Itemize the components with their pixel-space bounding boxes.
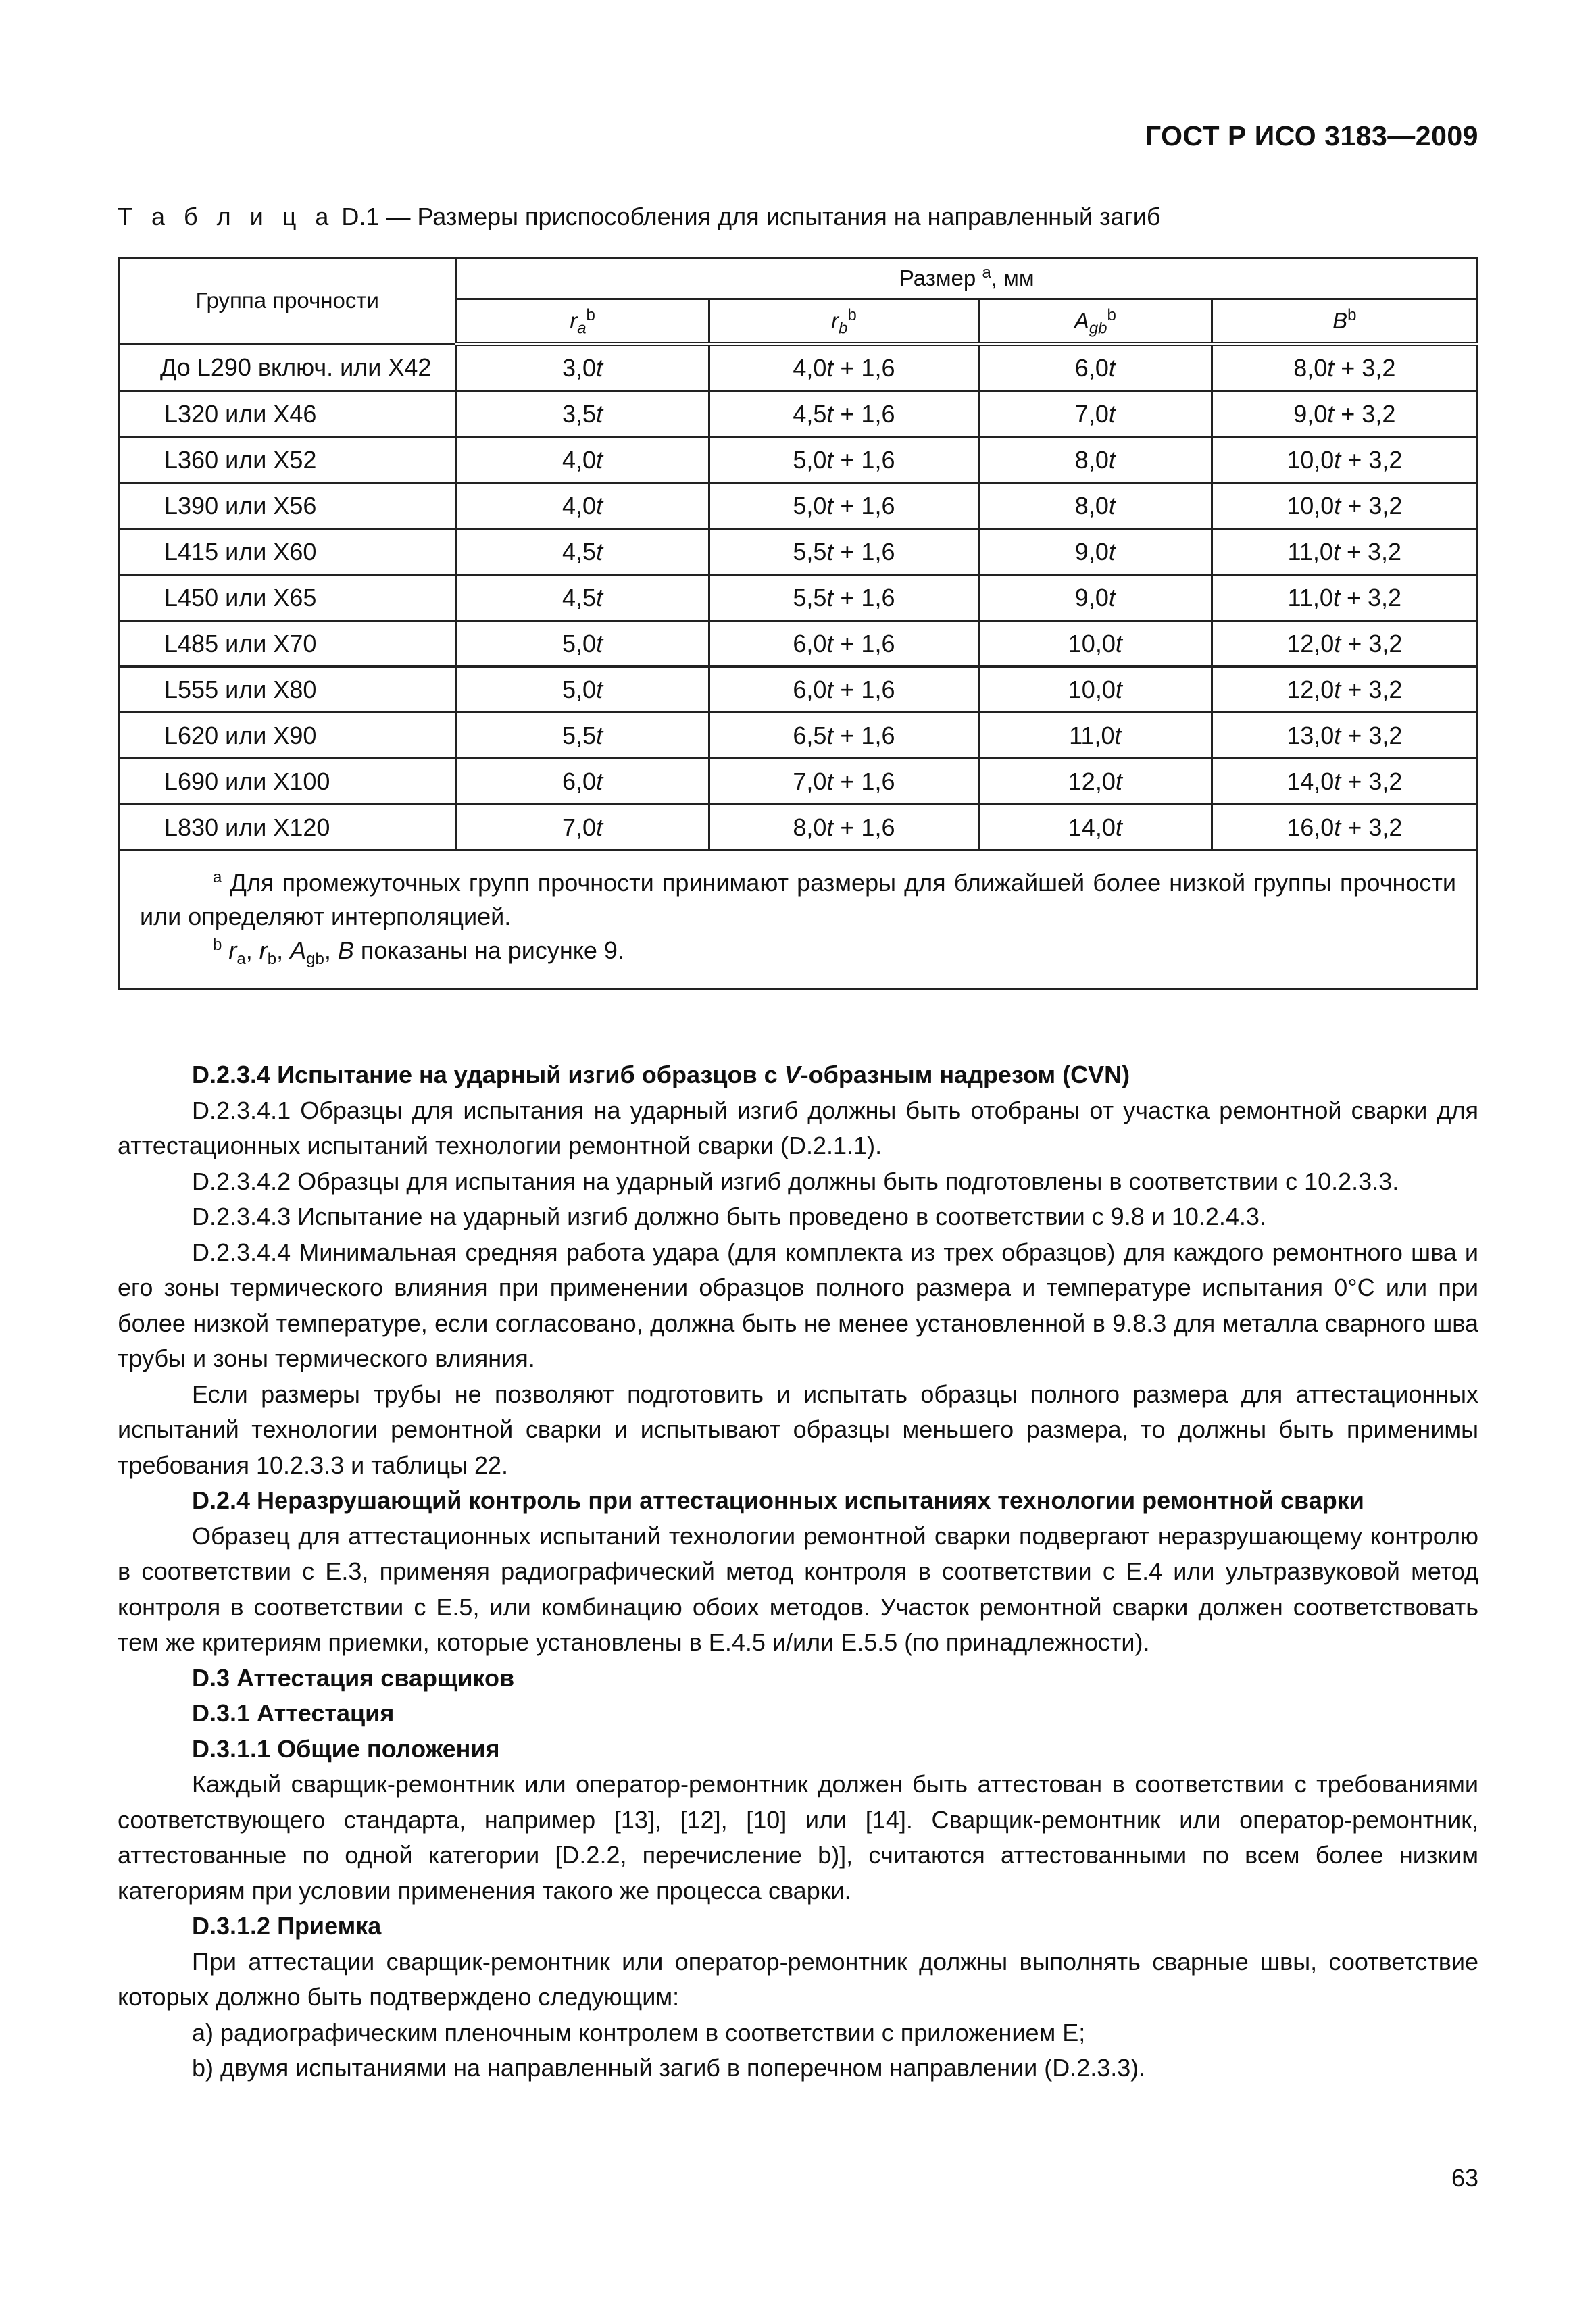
table-row: [119, 575, 1478, 621]
cell-rb: 6,0t + 1,6: [709, 621, 978, 667]
cell-b: 13,0t + 3,2: [1212, 713, 1477, 759]
table-caption-title: D.1 — Размеры приспособления для испытания на направленный загиб: [341, 203, 1161, 230]
cell-agb: 14,0t: [979, 805, 1212, 851]
cell-ra: 4,0t: [456, 437, 709, 483]
header-agb: $A_{gb}^b$: [979, 299, 1212, 345]
page-number: 63: [1451, 2164, 1478, 2192]
heading-d31: D.3.1 Аттестация: [192, 1699, 395, 1727]
cell-rb: 5,0t + 1,6: [709, 483, 978, 529]
cell-b: 11,0t + 3,2: [1212, 575, 1477, 621]
cell-b: 10,0t + 3,2: [1212, 483, 1477, 529]
table-caption: [118, 203, 1161, 231]
cell-ra: 4,0t: [456, 483, 709, 529]
cell-agb: 8,0t: [979, 483, 1212, 529]
table-row: [119, 437, 1478, 483]
table-row: [119, 667, 1478, 713]
table-row: [119, 759, 1478, 805]
table-row: [119, 713, 1478, 759]
cell-agb: 10,0t: [979, 621, 1212, 667]
header-size: [456, 258, 1478, 299]
cell-ra: 5,5t: [456, 713, 709, 759]
cell-strength-group: L360 или X52: [119, 437, 456, 483]
cell-rb: 6,5t + 1,6: [709, 713, 978, 759]
table-row: [119, 391, 1478, 437]
document-standard-number: ГОСТ Р ИСО 3183—2009: [1145, 120, 1478, 151]
list-item-a: а) радиографическим пленочным контролем в соответствии с приложением Е;: [192, 2018, 1086, 2046]
cell-b: 14,0t + 3,2: [1212, 759, 1477, 805]
cell-agb: 8,0t: [979, 437, 1212, 483]
table-notes: [119, 851, 1478, 989]
header-strength-group: Группа прочности: [119, 258, 456, 345]
cell-b: 11,0t + 3,2: [1212, 529, 1477, 575]
table-row: [119, 344, 1478, 391]
header-b: $B^b$: [1212, 299, 1477, 345]
cell-strength-group: L620 или X90: [119, 713, 456, 759]
heading-d312: D.3.1.2 Приемка: [192, 1912, 382, 1940]
cell-b: 8,0t + 3,2: [1212, 344, 1477, 391]
cell-rb: 5,5t + 1,6: [709, 529, 978, 575]
cell-strength-group: L555 или X80: [119, 667, 456, 713]
cell-ra: 4,5t: [456, 529, 709, 575]
cell-b: 9,0t + 3,2: [1212, 391, 1477, 437]
cell-rb: 8,0t + 1,6: [709, 805, 978, 851]
cell-rb: 4,0t + 1,6: [709, 344, 978, 391]
cell-rb: 6,0t + 1,6: [709, 667, 978, 713]
cell-agb: 12,0t: [979, 759, 1212, 805]
cell-strength-group: L320 или X46: [119, 391, 456, 437]
header-size-footnote-mark: a: [982, 263, 991, 282]
cell-agb: 11,0t: [979, 713, 1212, 759]
cell-agb: 9,0t: [979, 529, 1212, 575]
note-a: $^a$ Для промежуточных групп прочности принимают размеры для ближайшей более низкой группы прочности или определяют интерполяцией.: [140, 868, 1456, 930]
paragraph-d311: Каждый сварщик-ремонтник или оператор-ремонтник должен быть аттестован в соответствии с требованиями соответствующего стандарта, например [13], [12], [10] или [14]. Сварщик-ремонтник или оператор-ремонтник, аттестованные по одной категории [D.2.2, перечисление b)], считаются аттестованными по всем более низким категориям при условии применения такого же процесса сварки.: [118, 1770, 1478, 1905]
paragraph-d2341: D.2.3.4.1 Образцы для испытания на ударный изгиб должны быть отобраны от участка ремонтной сварки для аттестационных испытаний технологии ремонтной сварки (D.2.1.1).: [118, 1096, 1478, 1159]
paragraph-d2342: D.2.3.4.2 Образцы для испытания на ударный изгиб должны быть подготовлены в соответствии с 10.2.3.3.: [192, 1167, 1399, 1195]
paragraph-reduced-size: Если размеры трубы не позволяют подготовить и испытать образцы полного размера для аттестационных испытаний технологии ремонтной сварки и испытывают образцы меньшего размера, то должны быть применимы требования 10.2.3.3 и таблицы 22.: [118, 1380, 1478, 1479]
cell-agb: 9,0t: [979, 575, 1212, 621]
header-ra: $r_a^b$: [456, 299, 709, 345]
table-row: [119, 483, 1478, 529]
heading-d311: D.3.1.1 Общие положения: [192, 1734, 500, 1763]
cell-strength-group: До L290 включ. или X42: [119, 344, 456, 391]
cell-strength-group: L450 или X65: [119, 575, 456, 621]
cell-rb: 5,0t + 1,6: [709, 437, 978, 483]
cell-strength-group: L690 или X100: [119, 759, 456, 805]
cell-agb: 7,0t: [979, 391, 1212, 437]
cell-agb: 6,0t: [979, 344, 1212, 391]
paragraph-d312: При аттестации сварщик-ремонтник или оператор-ремонтник должны выполнять сварные швы, соответствие которых должно быть подтверждено следующим:: [118, 1947, 1478, 2011]
cell-rb: 5,5t + 1,6: [709, 575, 978, 621]
cell-ra: 5,0t: [456, 667, 709, 713]
cell-b: 10,0t + 3,2: [1212, 437, 1477, 483]
paragraph-d2344: D.2.3.4.4 Минимальная средняя работа удара (для комплекта из трех образцов) для каждого ремонтного шва и его зоны термического влияния при применении образцов полного размера и температуре испытания 0°С или при более низкой температуре, если согласовано, должна быть не менее установленной в 9.8.3 для металла сварного шва трубы и зоны термического влияния.: [118, 1238, 1478, 1372]
cell-ra: 5,0t: [456, 621, 709, 667]
cell-ra: 6,0t: [456, 759, 709, 805]
cell-b: 12,0t + 3,2: [1212, 667, 1477, 713]
heading-d3: D.3 Аттестация сварщиков: [192, 1663, 515, 1692]
table-caption-label: Т а б л и ц а: [118, 203, 335, 230]
header-rb: $r_b^b$: [709, 299, 978, 345]
note-b: $^b$ $r_a$, $r_b$, $A_{gb}$, B показаны на рисунке 9.: [213, 936, 624, 969]
cell-ra: 3,0t: [456, 344, 709, 391]
table-row: [119, 529, 1478, 575]
header-size-unit: , мм: [991, 266, 1034, 291]
table-row: [119, 621, 1478, 667]
table-row: [119, 805, 1478, 851]
body-text: [118, 1057, 1478, 2086]
bend-test-jig-dimensions-table: [118, 257, 1478, 990]
cell-strength-group: L415 или X60: [119, 529, 456, 575]
paragraph-d2343: D.2.3.4.3 Испытание на ударный изгиб должно быть проведено в соответствии с 9.8 и 10.2.4.3.: [192, 1203, 1266, 1230]
cell-strength-group: L830 или X120: [119, 805, 456, 851]
cell-agb: 10,0t: [979, 667, 1212, 713]
header-size-label: Размер: [899, 266, 982, 291]
heading-d24: D.2.4 Неразрушающий контроль при аттестационных испытаниях технологии ремонтной сварки: [192, 1486, 1364, 1514]
cell-ra: 3,5t: [456, 391, 709, 437]
cell-rb: 4,5t + 1,6: [709, 391, 978, 437]
cell-ra: 7,0t: [456, 805, 709, 851]
paragraph-d24: Образец для аттестационных испытаний технологии ремонтной сварки подвергают неразрушающему контролю в соответствии с Е.3, применяя радиографический метод контроля в соответствии с Е.4 или ультразвуковой метод контроля в соответствии с Е.5, или комбинацию обоих методов. Участок ремонтной сварки должен соответствовать тем же критериям приемки, которые установлены в Е.4.5 и/или Е.5.5 (по принадлежности).: [118, 1521, 1478, 1656]
cell-strength-group: L485 или X70: [119, 621, 456, 667]
cell-b: 12,0t + 3,2: [1212, 621, 1477, 667]
list-item-b: b) двумя испытаниями на направленный загиб в поперечном направлении (D.2.3.3).: [192, 2054, 1146, 2082]
cell-ra: 4,5t: [456, 575, 709, 621]
cell-strength-group: L390 или X56: [119, 483, 456, 529]
cell-b: 16,0t + 3,2: [1212, 805, 1477, 851]
heading-d234: D.2.3.4 Испытание на ударный изгиб образцов с V-образным надрезом (CVN): [192, 1061, 1130, 1088]
cell-rb: 7,0t + 1,6: [709, 759, 978, 805]
